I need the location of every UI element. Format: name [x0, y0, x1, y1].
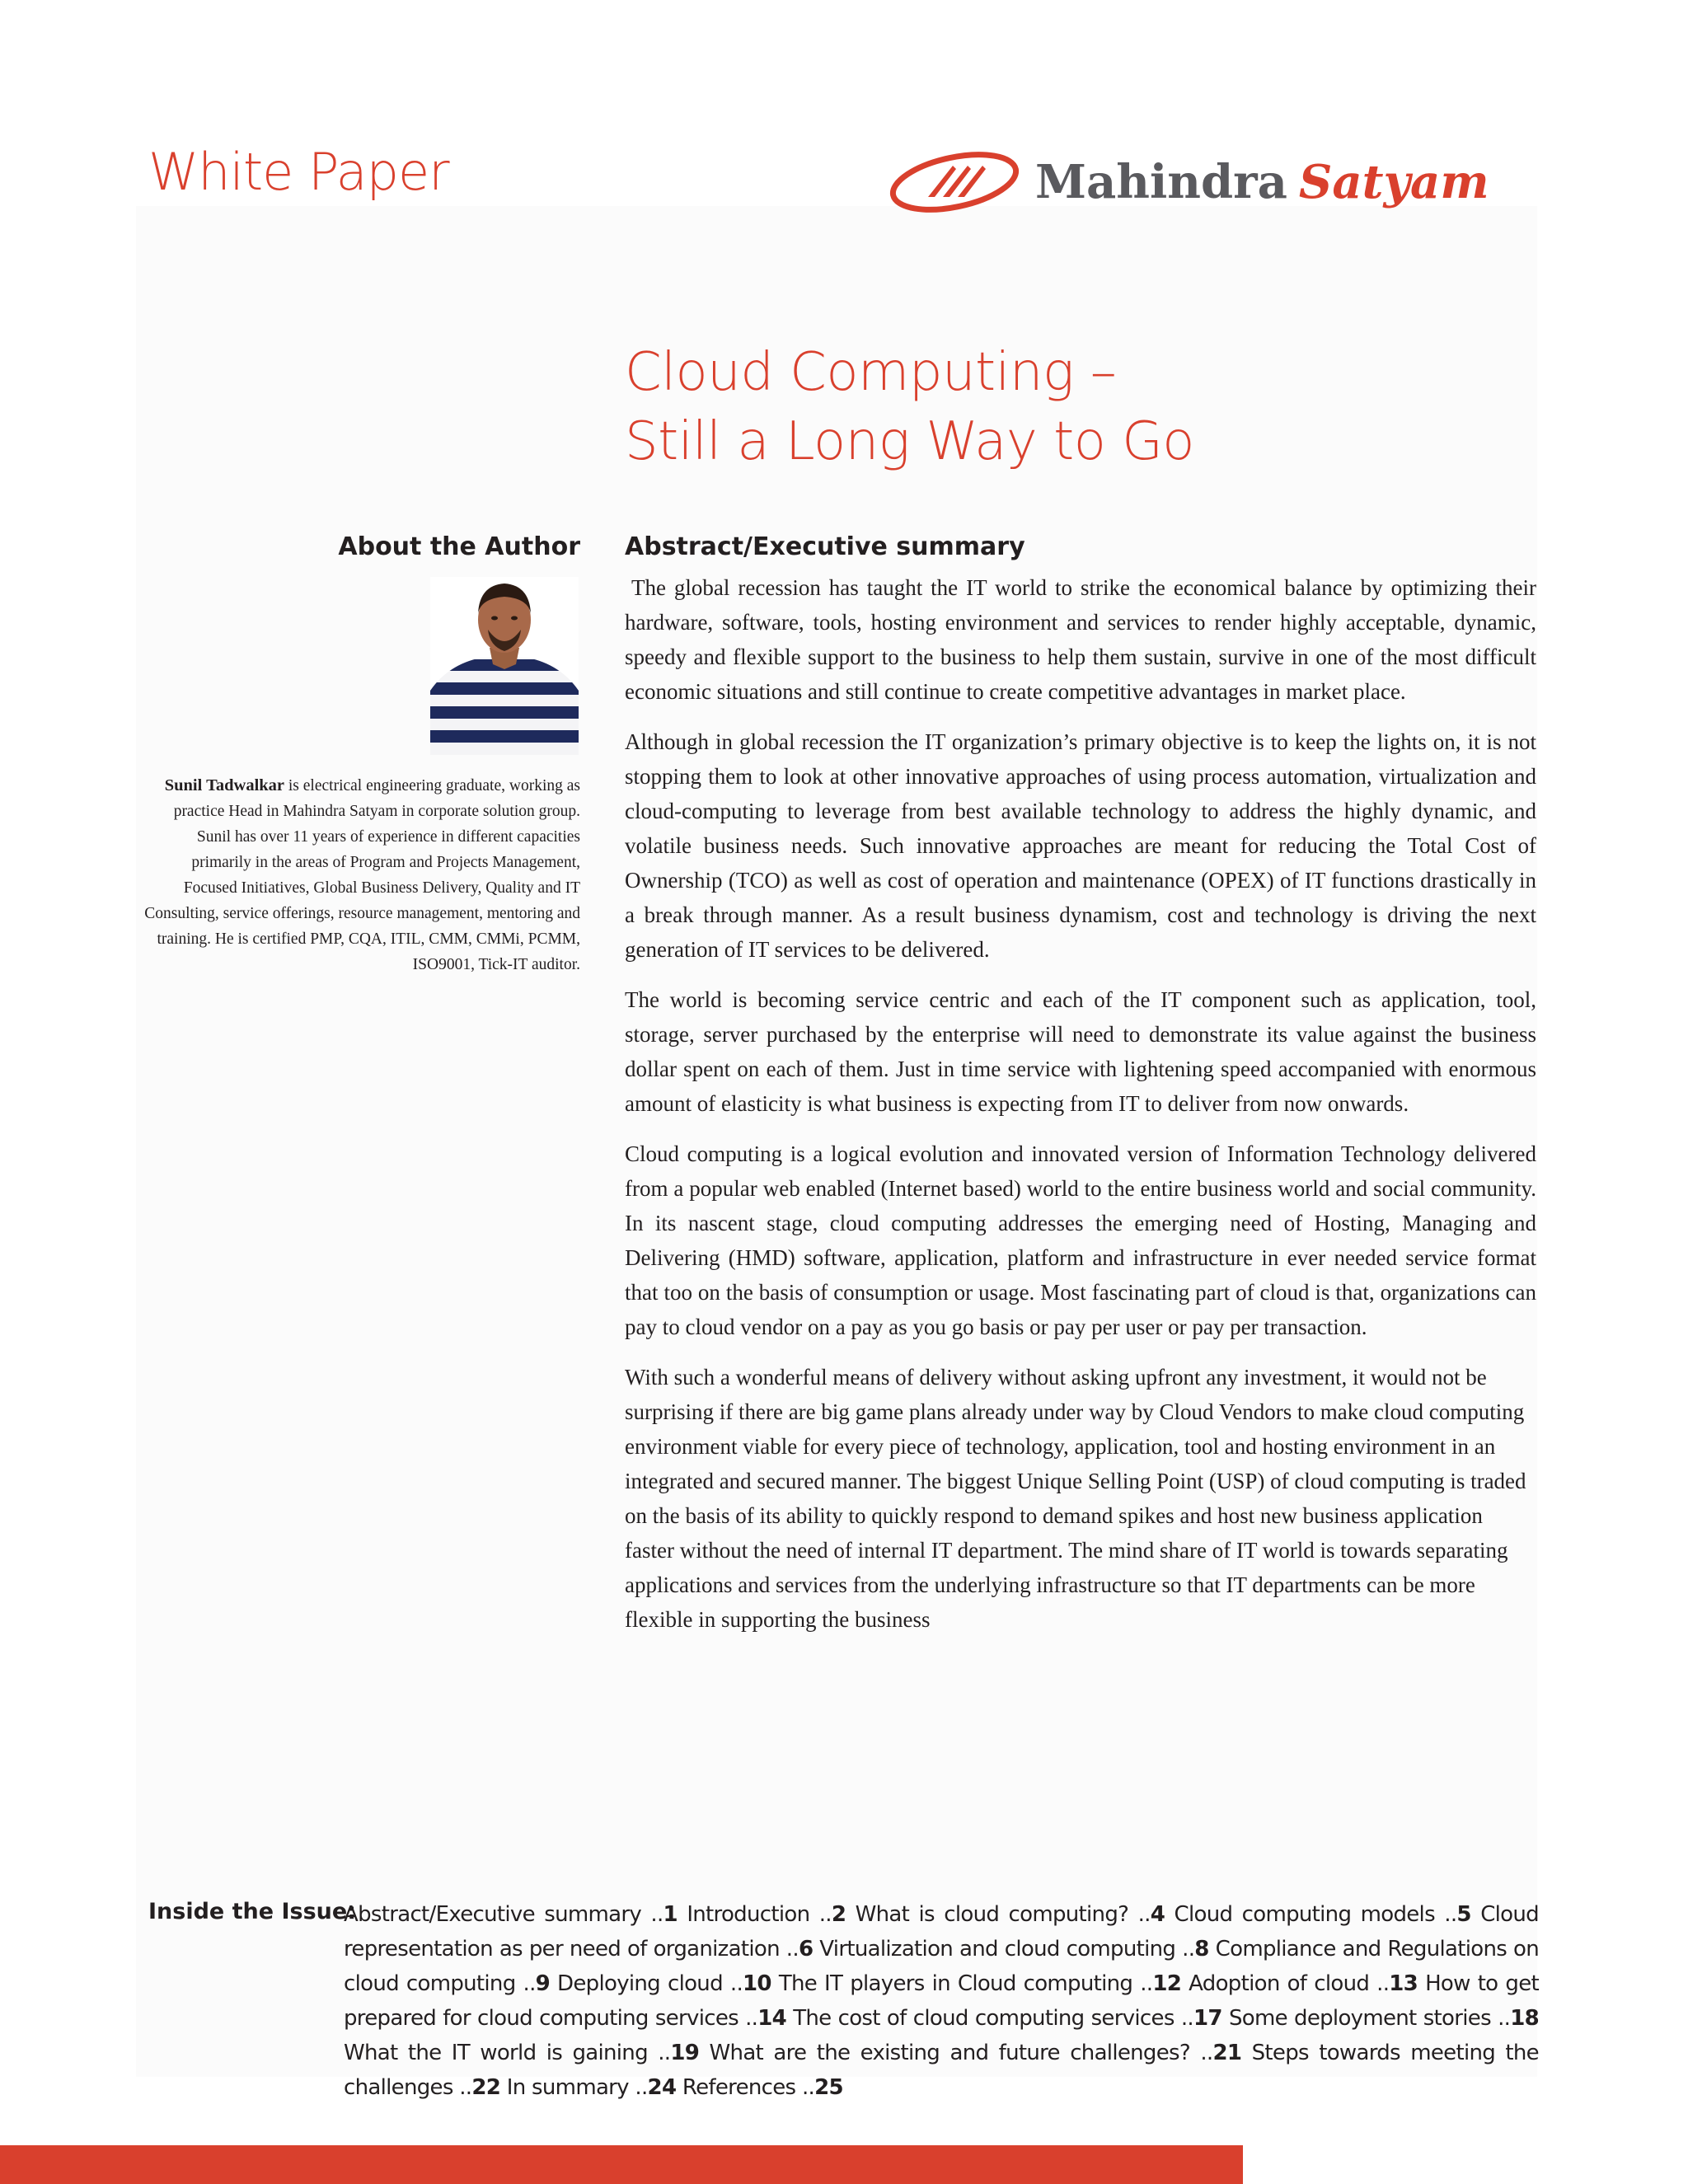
abstract-paragraph: With such a wonderful means of delivery without asking upfront any investment, it would not be surprising if there are big game plans already under way by Cloud Vendors to make cloud computing environment viable for every piece of technology, application, tool and hosting environment in an integrated and secured manner. The biggest Unique Selling Point (USP) of cloud computing is traded on the basis of its ability to quickly respond to demand spikes and host new business application faster without the need of internal IT department. The mind share of IT world is towards separating applications and services from the underlying infrastructure so that IT departments can be more flexible in supporting the business	[625, 1365, 1526, 1632]
toc-item-references[interactable]	[682, 2075, 843, 2100]
toc-item-cloud-models[interactable]	[1175, 1902, 1471, 1927]
toc-item-in-summary[interactable]	[507, 2075, 677, 2100]
toc-item-it-world-gaining[interactable]	[344, 2041, 699, 2065]
toc-item-page: 17	[1193, 2006, 1222, 2031]
toc-item-page: 10	[743, 1971, 771, 1996]
abstract-heading: Abstract/Executive summary	[625, 532, 1025, 561]
toc-item-title: Steps towards meeting the challenges ..	[344, 2041, 1539, 2100]
toc-item-title: What the IT world is gaining ..	[344, 2041, 671, 2065]
toc-item-what-is-cloud[interactable]	[856, 1902, 1165, 1927]
toc-item-page: 12	[1152, 1971, 1182, 1996]
toc-item-title: Some deployment stories ..	[1228, 2006, 1511, 2031]
toc-item-page: 2	[831, 1902, 846, 1927]
author-name: Sunil Tadwalkar	[164, 776, 285, 794]
toc-item-page: 24	[647, 2075, 677, 2100]
title-line-2: Still a Long Way to Go	[625, 411, 1194, 472]
toc-item-deploying-cloud[interactable]	[557, 1971, 771, 1996]
footer-accent-bar	[0, 2145, 1243, 2184]
toc-item-title: In summary ..	[506, 2075, 648, 2100]
toc-item-cost[interactable]	[793, 2006, 1222, 2031]
abstract-body	[625, 570, 1536, 1652]
toc-item-page: 19	[670, 2041, 700, 2065]
toc-item-title: Deploying cloud ..	[557, 1971, 743, 1996]
toc-item-page: 6	[798, 1937, 814, 1961]
inside-issue-label: Inside the Issue:	[148, 1899, 356, 1924]
author-photo	[430, 577, 579, 755]
toc-item-adoption[interactable]	[1189, 1971, 1418, 1996]
toc-item-page: 8	[1194, 1937, 1209, 1961]
toc-item-title: References ..	[682, 2075, 815, 2100]
toc-item-page: 22	[471, 2075, 501, 2100]
abstract-paragraph: Although in global recession the IT organization’s primary objective is to keep the lights on, it is not stopping them to look at other innovative approaches of using process automation, virtualization and cloud-computing to leverage from best available technology to address the highly dynamic, and volatile business needs. Such innovative approaches are meant for reducing the Total Cost of Ownership (TCO) as well as cost of operation and maintenance (OPEX) of IT functions drastically in a break through manner. As a result business dynamism, cost and technology is driving the next generation of IT services to be delivered.	[625, 729, 1536, 962]
logo-wordmark-satyam: Satyam	[1298, 155, 1489, 209]
toc-item-title: Introduction ..	[687, 1902, 832, 1927]
toc-item-page: 5	[1456, 1902, 1471, 1927]
toc-item-page: 18	[1510, 2006, 1539, 2031]
toc-item-title: Virtualization and cloud computing ..	[819, 1937, 1195, 1961]
toc-item-challenges[interactable]	[710, 2041, 1242, 2065]
toc-item-page: 25	[814, 2075, 843, 2100]
document-type-label: White Paper	[148, 142, 449, 202]
toc-item-it-players[interactable]	[779, 1971, 1181, 1996]
toc-item-title: Cloud representation as per need of organization ..	[344, 1902, 1539, 1961]
toc-item-title: Abstract/Executive summary ..	[344, 1902, 663, 1927]
about-author-heading: About the Author	[338, 532, 580, 561]
toc-item-title: The IT players in Cloud computing ..	[778, 1971, 1153, 1996]
abstract-paragraph: The world is becoming service centric and each of the IT component such as application, tool, storage, server purchased by the enterprise will need to demonstrate its value against the business dollar spent on each of them. Just in time service with lightening speed accompanied with enormous amount of elasticity is what business is expecting from IT to deliver from now onwards.	[625, 987, 1536, 1116]
toc-item-page: 14	[757, 2006, 787, 2031]
toc-item-title: Compliance and Regulations on cloud computing ..	[344, 1937, 1540, 1996]
abstract-paragraph: The global recession has taught the IT world to strike the economical balance by optimizing their hardware, software, tools, hosting environment and services to render highly acceptable, dynamic, speedy and flexible support to the business to help them sustain, survive in one of the most difficult economic situations and still continue to create competitive advantages in market place.	[625, 575, 1536, 704]
toc-item-title: The cost of cloud computing services ..	[793, 2006, 1193, 2031]
toc-item-page: 13	[1389, 1971, 1418, 1996]
toc-item-title: What are the existing and future challenges? ..	[709, 2041, 1213, 2065]
table-of-contents	[344, 1897, 1539, 2105]
toc-item-page: 1	[663, 1902, 678, 1927]
logo-wordmark	[1035, 155, 1489, 209]
mahindra-rise-logo-icon	[889, 151, 1020, 213]
document-title	[625, 338, 1194, 476]
toc-item-page: 4	[1150, 1902, 1165, 1927]
abstract-paragraph: Cloud computing is a logical evolution and innovated version of Information Technology delivered from a popular web enabled (Internet based) world to the entire business world and social community. In its nascent stage, cloud computing addresses the emerging need of Hosting, Managing and Delivering (HMD) software, application, platform and infrastructure in ever needed service format that too on the basis of consumption or usage. Most fascinating part of cloud is that, organizations can pay to cloud vendor on a pay as you go basis or pay per user or pay per transaction.	[625, 1141, 1536, 1339]
toc-item-abstract[interactable]	[344, 1902, 678, 1927]
toc-item-page: 9	[535, 1971, 551, 1996]
logo-wordmark-mahindra: Mahindra	[1035, 155, 1287, 209]
title-line-1: Cloud Computing –	[625, 342, 1117, 403]
author-bio	[140, 773, 580, 977]
toc-item-deployment-stories[interactable]	[1229, 2006, 1539, 2031]
author-bio-text: is electrical engineering graduate, working as practice Head in Mahindra Satyam in corporate solution group. Sunil has over 11 years of experience in different capacities primarily in the areas of Program and Projects Management, Focused Initiatives, Global Business Delivery, Quality and IT Consulting, service offerings, resource management, mentoring and training. He is certified PMP, CQA, ITIL, CMM, CMMi, PCMM, ISO9001, Tick-IT auditor.	[144, 777, 580, 973]
toc-item-page: 21	[1212, 2041, 1242, 2065]
company-logo	[889, 145, 1540, 219]
toc-item-virtualization[interactable]	[819, 1937, 1208, 1961]
toc-item-title: Adoption of cloud ..	[1189, 1971, 1390, 1996]
toc-item-introduction[interactable]	[687, 1902, 846, 1927]
toc-item-title: Cloud computing models ..	[1174, 1902, 1457, 1927]
toc-item-title: How to get prepared for cloud computing services ..	[344, 1971, 1539, 2031]
toc-item-title: What is cloud computing? ..	[855, 1902, 1151, 1927]
